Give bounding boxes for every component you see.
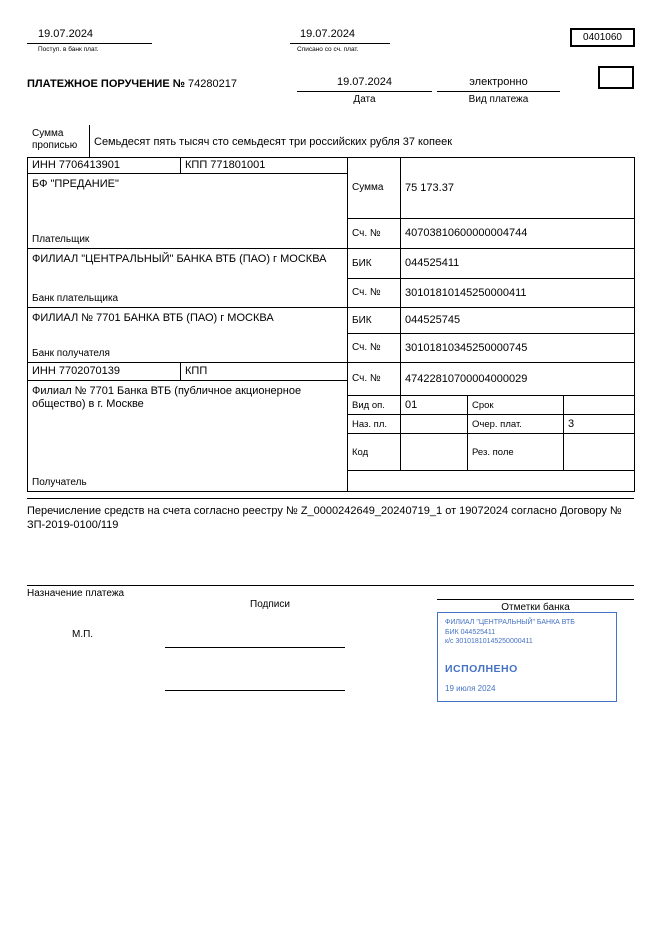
payer-bank-acc-value-cell	[401, 279, 634, 308]
debited-date: 19.07.2024	[290, 28, 390, 44]
payee-inn-cell	[28, 363, 181, 381]
payee-bank-bik-label-cell	[348, 308, 401, 334]
stamp-corr-account: к/с 30101810145250000411	[445, 638, 533, 645]
payee-bank-bik-label: БИК	[352, 314, 372, 326]
payer-caption: Плательщик	[32, 234, 90, 245]
payee-account-label: Сч. №	[352, 373, 381, 384]
payer-kpp: КПП 771801001	[185, 159, 266, 171]
payee-kpp-label: КПП	[185, 365, 208, 377]
purpose-bottom-rule	[27, 585, 634, 586]
stamp-date: 19 июля 2024	[445, 683, 496, 693]
payer-bank-caption: Банк плательщика	[32, 293, 119, 304]
payment-kind: электронно	[437, 76, 560, 92]
payee-bank-acc-value-cell	[401, 334, 634, 363]
amount-label: Сумма	[352, 182, 384, 193]
stamp-bank-name: ФИЛИАЛ "ЦЕНТРАЛЬНЫЙ" БАНКА ВТБ	[445, 619, 575, 626]
payer-bank-bik-label-cell	[348, 249, 401, 279]
payment-kind-caption: Вид платежа	[468, 94, 529, 105]
title-number: 74280217	[188, 78, 237, 90]
ocher-plat-label: Очер. плат.	[472, 418, 522, 430]
status-box-empty	[598, 66, 634, 89]
payee-account-value: 47422810700004000029	[405, 372, 528, 385]
title-label: ПЛАТЕЖНОЕ ПОРУЧЕНИЕ №	[27, 78, 185, 90]
payer-bank-bik-value: 044525411	[405, 257, 460, 269]
payee-bank-acc-label-cell	[348, 334, 401, 363]
stamp-status: ИСПОЛНЕНО	[445, 662, 518, 675]
bank-marks-label: Отметки банка	[501, 602, 570, 613]
kod-label-cell	[348, 434, 401, 471]
payer-bank-acc-label: Сч. №	[352, 287, 381, 298]
rez-pole-label-cell	[468, 434, 564, 471]
naz-pl-label-cell	[348, 415, 401, 434]
signature-line-1	[165, 647, 345, 648]
payee-bank-name: ФИЛИАЛ № 7701 БАНКА ВТБ (ПАО) г МОСКВА	[32, 312, 274, 324]
purpose-text: Перечисление средств на счета согласно реестру № Z_0000242649_20240719_1 от 19072024 согласно Договору № ЗП-2019-0100/119	[27, 505, 622, 531]
amount-words-label-cell	[27, 125, 90, 157]
bank-marks-rule	[437, 599, 634, 600]
title-date: 19.07.2024	[297, 76, 432, 92]
signatures-label: Подписи	[250, 599, 290, 610]
srok-label: Срок	[472, 399, 494, 411]
naz-pl-label: Наз. пл.	[352, 418, 387, 430]
payer-account-label: Сч. №	[352, 227, 381, 239]
purpose-top-rule	[27, 498, 634, 499]
vid-op-value-cell	[401, 396, 468, 415]
kod-label: Код	[352, 446, 369, 458]
amount-value-cell	[401, 158, 634, 219]
amount-value: 75 173.37	[405, 181, 454, 194]
rez-pole-label: Рез. поле	[472, 446, 514, 458]
payee-bank-caption: Банк получателя	[32, 348, 110, 359]
srok-label-cell	[468, 396, 564, 415]
stamp-bik: БИК 044525411	[445, 628, 496, 636]
kod-value-cell	[401, 434, 468, 471]
purpose-caption: Назначение платежа	[27, 588, 125, 599]
ocher-plat-label-cell	[468, 415, 564, 434]
payer-bank-cell	[28, 249, 348, 308]
payer-account-value: 40703810600000004744	[405, 227, 528, 239]
ocher-plat-value-cell	[564, 415, 634, 434]
form-code: 0401060	[583, 31, 622, 43]
ocher-plat-value: 3	[568, 417, 575, 430]
bank-stamp	[437, 612, 617, 702]
payee-name: Филиал № 7701 Банка ВТБ (публичное акционерное общество) в г. Москве	[32, 385, 302, 410]
payee-account-label-cell	[348, 363, 401, 396]
payer-cell	[28, 174, 348, 249]
amount-words-label: Сумма прописью	[32, 128, 78, 151]
payer-kpp-cell	[181, 158, 348, 174]
payer-name: БФ "ПРЕДАНИЕ"	[32, 178, 119, 190]
received-date-block	[27, 28, 152, 54]
payee-bank-bik-value: 044525745	[405, 314, 461, 326]
payee-account-value-cell	[401, 363, 634, 396]
title-date-caption: Дата	[353, 94, 376, 105]
payer-bank-acc-label-cell	[348, 279, 401, 308]
document-title	[27, 78, 237, 91]
payer-inn: ИНН 7706413901	[32, 159, 121, 171]
amount-words-cell	[94, 125, 629, 149]
payee-bank-cell	[28, 308, 348, 363]
debited-date-caption: Списано со сч. плат.	[297, 46, 359, 53]
payer-bank-name: ФИЛИАЛ "ЦЕНТРАЛЬНЫЙ" БАНКА ВТБ (ПАО) г МОСКВА	[32, 253, 327, 265]
title-date-block	[297, 76, 432, 106]
rez-pole-value-cell	[564, 434, 634, 471]
payee-inn: ИНН 7702070139	[32, 365, 121, 377]
payer-inn-cell	[28, 158, 181, 174]
amount-label-cell	[348, 158, 401, 219]
mp-label: М.П.	[72, 629, 94, 640]
payee-bank-bik-value-cell	[401, 308, 634, 334]
payer-bank-bik-value-cell	[401, 249, 634, 279]
vid-op-value: 01	[405, 398, 418, 411]
signature-line-2	[165, 690, 345, 691]
naz-pl-value-cell	[401, 415, 468, 434]
payer-bank-bik-label: БИК	[352, 257, 372, 269]
payer-account-label-cell	[348, 219, 401, 249]
debited-date-block	[290, 28, 390, 54]
srok-value-cell	[564, 396, 634, 415]
payment-details-table	[27, 157, 635, 492]
received-date-caption: Поступ. в банк плат.	[38, 46, 99, 53]
vid-op-label-cell	[348, 396, 401, 415]
amount-words-text: Семьдесят пять тысяч сто семьдесят три российских рубля 37 копеек	[94, 136, 453, 148]
payee-bank-acc-label: Сч. №	[352, 342, 381, 353]
payee-kpp-cell	[181, 363, 348, 381]
payee-bank-acc-value: 30101810345250000745	[405, 341, 528, 354]
payer-account-value-cell	[401, 219, 634, 249]
payee-caption: Получатель	[32, 477, 87, 488]
form-code-box	[570, 28, 635, 47]
payee-cell	[28, 381, 348, 491]
payment-kind-block	[437, 76, 560, 106]
received-date: 19.07.2024	[27, 28, 152, 44]
vid-op-label: Вид оп.	[352, 399, 385, 411]
payer-bank-acc-value: 30101810145250000411	[405, 286, 527, 299]
